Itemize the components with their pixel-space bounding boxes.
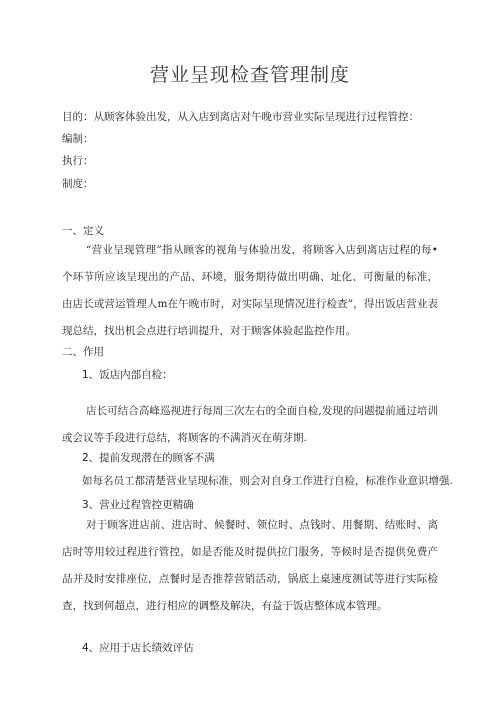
item4-heading: 4、应用于店长绩效评估 [82, 642, 194, 654]
document-title: 营业呈现检查管理制度 [149, 64, 350, 86]
section1-heading: 一、定义 [62, 225, 104, 237]
purpose-line: 目的：从顾客体验出发，从入店到离店对午晚市营业实际呈现进行过程管控： [62, 111, 419, 123]
item1-body: 店长可结合高峰巡视进行每周三次左右的全面自检,发现的问题提前通过培训或会议等手段进行总结，将顾客的不满消灭在萌芽期. [62, 405, 438, 444]
item3-body: 对于顾客进店前、进店时、候餐时、领位时、点钱时、用餐期、结账时、离店时等用较过程进行管控，如是否能及时提供拉门服务，等候时是否提供免费产品并及时安排座位，点餐时是否推荐营销活动，锅底上桌速度测试等进行实际检查，找到何超点，进行相应的调整及解决，有益于饭店整体成本管理。 [62, 519, 438, 612]
executed-by-line: 执行： [62, 155, 94, 167]
item2-body: 如每名员工都清楚营业呈现标准，则会对自身工作进行自检，标准作业意识增强. [82, 475, 453, 487]
item2-heading: 2、提前发现潜在的顾客不满 [82, 452, 215, 464]
section2-heading: 二、作用 [62, 346, 104, 358]
compiled-by-line: 编制： [62, 133, 94, 145]
established-by-line: 制度： [62, 178, 94, 190]
item3-heading: 3、营业过程管控更精确 [82, 499, 194, 511]
item1-heading: 1、饭店内部自检： [82, 369, 173, 381]
section1-body: “营业呈现管理”指从顾客的视角与体验出发，将顾客入店到离店过程的每•个环节所应该呈现出的产品、环境，服务期待做出明确、址化、可衡量的标准，由店长或营运管理人m在午晚市时，对实际呈现情况进行检查”，得出饭店营业表现总结，找出机会点进行培训提升，对于顾客体验起监控作用。 [62, 244, 438, 337]
